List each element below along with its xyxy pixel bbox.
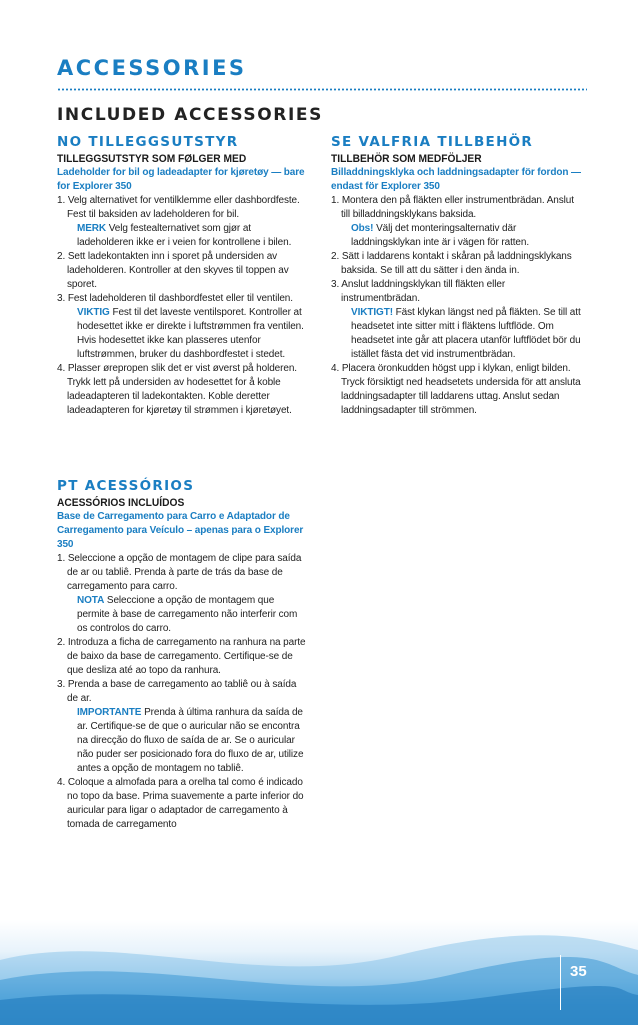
page-number: 35 bbox=[570, 963, 587, 980]
se-intro: Billaddningsklyka och laddningsadapter för fordon — endast för Explorer 350 bbox=[331, 167, 581, 192]
list-item: 4. Placera öronkudden högst upp i klykan, enligt bilden. Tryck försiktigt ned headsetets undersida för att ansluta laddningsadapter till laddarens uttag. Anslut sedan laddningsadapter till strömmen. bbox=[331, 363, 581, 416]
list-item: 1. Velg alternativet for ventilklemme eller dashbordfeste. Fest til baksiden av ladeholderen for bil. MERK Velg festealternativet som gjør at ladeholderen ikke er i veien for kontrollene i bilen. bbox=[57, 195, 300, 248]
list-item: 2. Sätt i laddarens kontakt i skåran på laddningsklykans baksida. Se till att du sätter i den ända in. bbox=[331, 251, 572, 276]
pt-intro: Base de Carregamento para Carro e Adaptador de Carregamento para Veículo – apenas para o Explorer 350 bbox=[57, 511, 304, 550]
no-intro: Ladeholder for bil og ladeadapter for kjøretøy — bare for Explorer 350 bbox=[57, 167, 305, 192]
no-subheading: TILLEGGSUTSTYR SOM FØLGER MED bbox=[57, 153, 247, 165]
se-steps bbox=[331, 194, 583, 418]
list-item: 4. Coloque a almofada para a orelha tal como é indicado no topo da base. Prima suavemente a parte inferior do auricular para ligar o adaptador de carregamento à tomada de carregamento bbox=[57, 777, 304, 830]
dotted-divider bbox=[57, 88, 587, 91]
list-item: 2. Introduza a ficha de carregamento na ranhura na parte de baixo da base de carregamento. Certifique-se de que desliza até ao topo da ranhura. bbox=[57, 637, 306, 676]
no-steps bbox=[57, 194, 309, 418]
pt-heading: PT ACESSÓRIOS bbox=[57, 478, 195, 494]
section-title: INCLUDED ACCESSORIES bbox=[57, 105, 323, 125]
list-item: 2. Sett ladekontakten inn i sporet på undersiden av ladeholderen. Kontroller at den skyves til toppen av sporet. bbox=[57, 251, 289, 290]
list-item: 4. Plasser ørepropen slik det er vist øverst på holderen. Trykk lett på undersiden av hodesettet for å koble ladeadapteren til ladekontakten. Koble deretter ladeadapteren for kjøretøy til strømmen i kjøretøyet. bbox=[57, 363, 297, 416]
no-heading: NO TILLEGGSUTSTYR bbox=[57, 134, 239, 150]
list-item: 1. Seleccione a opção de montagem de clipe para saída de ar ou tabliê. Prenda à parte de trás da base de carregamento para carro. NOTA Seleccione a opção de montagem que permite à base de carregamento não interferir com os controlos do carro. bbox=[57, 553, 302, 634]
list-item: 1. Montera den på fläkten eller instrumentbrädan. Anslut till billaddningsklykans baksida. Obs! Välj det monteringsalternativ där laddningsklykan inte är i vägen för ratten. bbox=[331, 195, 574, 248]
footer-wave bbox=[0, 920, 638, 1025]
se-heading: SE VALFRIA TILLBEHÖR bbox=[331, 134, 534, 150]
no-column bbox=[57, 134, 309, 418]
list-item: 3. Prenda a base de carregamento ao tabliê ou à saída de ar. IMPORTANTE Prenda à última ranhura da saída de ar. Certifique-se de que o auricular não se encontra na direcção do fluxo de saída de ar. Se o auricular não puder ser posicionado fora do fluxo de ar, utilize antes a opção de montagem no tabliê. bbox=[57, 679, 304, 774]
pt-subheading: ACESSÓRIOS INCLUÍDOS bbox=[57, 497, 185, 509]
pt-steps bbox=[57, 552, 309, 832]
pt-column bbox=[57, 478, 309, 832]
page-title: ACCESSORIES bbox=[57, 56, 247, 80]
list-item: 3. Anslut laddningsklykan till fläkten eller instrumentbrädan. VIKTIGT! Fäst klykan längst ned på fläkten. Se till att headsetet inte sitter mitt i fläktens luftflöde. Om headsetet inte går att placera utanför luftflödet bör du istället fästa det vid instrumentbrädan. bbox=[331, 279, 581, 360]
page-number-divider bbox=[560, 955, 561, 1010]
se-column bbox=[331, 134, 583, 418]
wave-graphic bbox=[0, 920, 638, 1025]
se-subheading: TILLBEHÖR SOM MEDFÖLJER bbox=[331, 153, 482, 165]
list-item: 3. Fest ladeholderen til dashbordfestet eller til ventilen. VIKTIG Fest til det laveste ventilsporet. Kontroller at hodesettet ikke er direkte i luftstrømmen fra ventilen. Hvis hodesettet ikke kan plasseres utenfor luftstrømmen, bruker du dashbordfestet i stedet. bbox=[57, 293, 304, 360]
